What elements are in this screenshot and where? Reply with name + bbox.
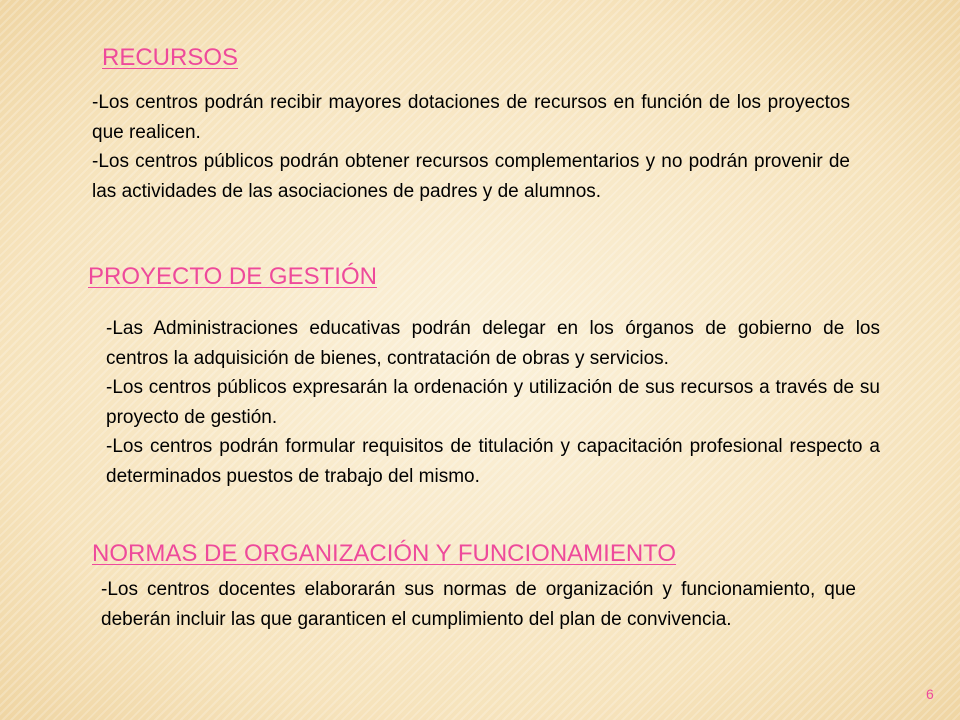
paragraph: -Los centros podrán recibir mayores dotaciones de recursos en función de los proyectos que realicen. bbox=[92, 92, 850, 143]
paragraph: -Los centros públicos podrán obtener recursos complementarios y no podrán provenir de las actividades de las asociaciones de padres y de alumnos. bbox=[92, 151, 850, 202]
heading-normas-de-organizacion: NORMAS DE ORGANIZACIÓN Y FUNCIONAMIENTO bbox=[92, 540, 677, 567]
paragraph: -Los centros docentes elaborarán sus normas de organización y funcionamiento, que deberán incluir las que garanticen el cumplimiento del plan de convivencia. bbox=[101, 579, 856, 630]
paragraph: -Las Administraciones educativas podrán delegar en los órganos de gobierno de los centros la adquisición de bienes, contratación de obras y servicios. bbox=[106, 318, 880, 369]
heading-recursos: RECURSOS bbox=[102, 44, 239, 71]
paragraph: -Los centros públicos expresarán la ordenación y utilización de sus recursos a través de su proyecto de gestión. bbox=[106, 377, 880, 428]
heading-proyecto-de-gestion: PROYECTO DE GESTIÓN bbox=[88, 263, 377, 290]
normas-text-block bbox=[101, 575, 856, 634]
gestion-text-block bbox=[106, 314, 880, 491]
paragraph: -Los centros podrán formular requisitos de titulación y capacitación profesional respecto a determinados puestos de trabajo del mismo. bbox=[106, 436, 880, 487]
page-number: 6 bbox=[926, 686, 934, 702]
recursos-text-block bbox=[92, 88, 850, 206]
